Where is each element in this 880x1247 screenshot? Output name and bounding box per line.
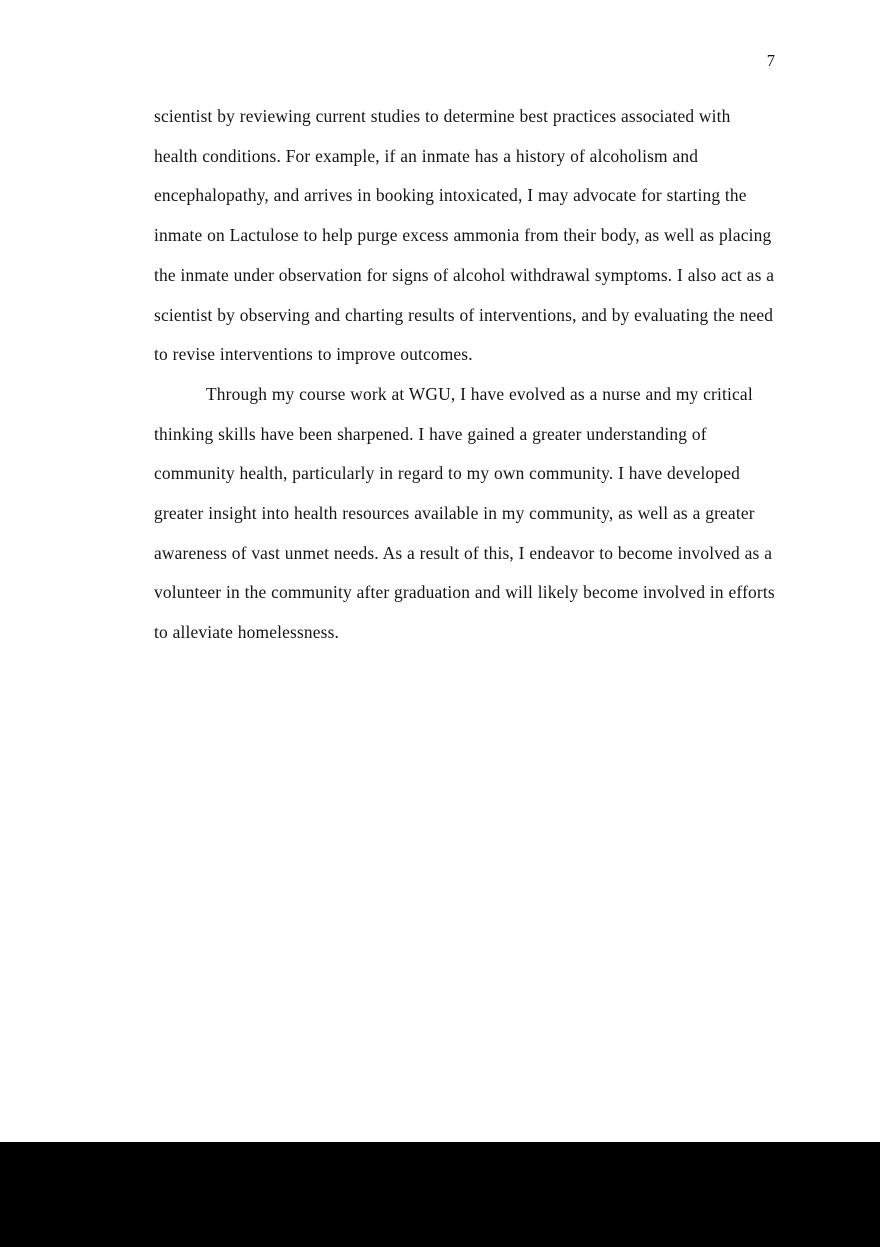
document-body xyxy=(154,97,776,653)
body-paragraph-1: scientist by reviewing current studies to determine best practices associated with health conditions. For example, if an inmate has a history of alcoholism and encephalopathy, and arrives in booking intoxicated, I may advocate for starting the inmate on Lactulose to help purge excess ammonia from their body, as well as placing the inmate under observation for signs of alcohol withdrawal symptoms. I also act as a scientist by observing and charting results of interventions, and by evaluating the need to revise interventions to improve outcomes. xyxy=(154,106,775,365)
page-number: 7 xyxy=(766,51,775,70)
scan-artifact-band xyxy=(0,1142,880,1247)
body-paragraph-2: Through my course work at WGU, I have evolved as a nurse and my critical thinking skills have been sharpened. I have gained a greater understanding of community health, particularly in regard to my own community. I have developed greater insight into health resources available in my community, as well as a greater awareness of vast unmet needs. As a result of this, I endeavor to become involved as a volunteer in the community after graduation and will likely become involved in efforts to alleviate homelessness. xyxy=(154,383,775,643)
